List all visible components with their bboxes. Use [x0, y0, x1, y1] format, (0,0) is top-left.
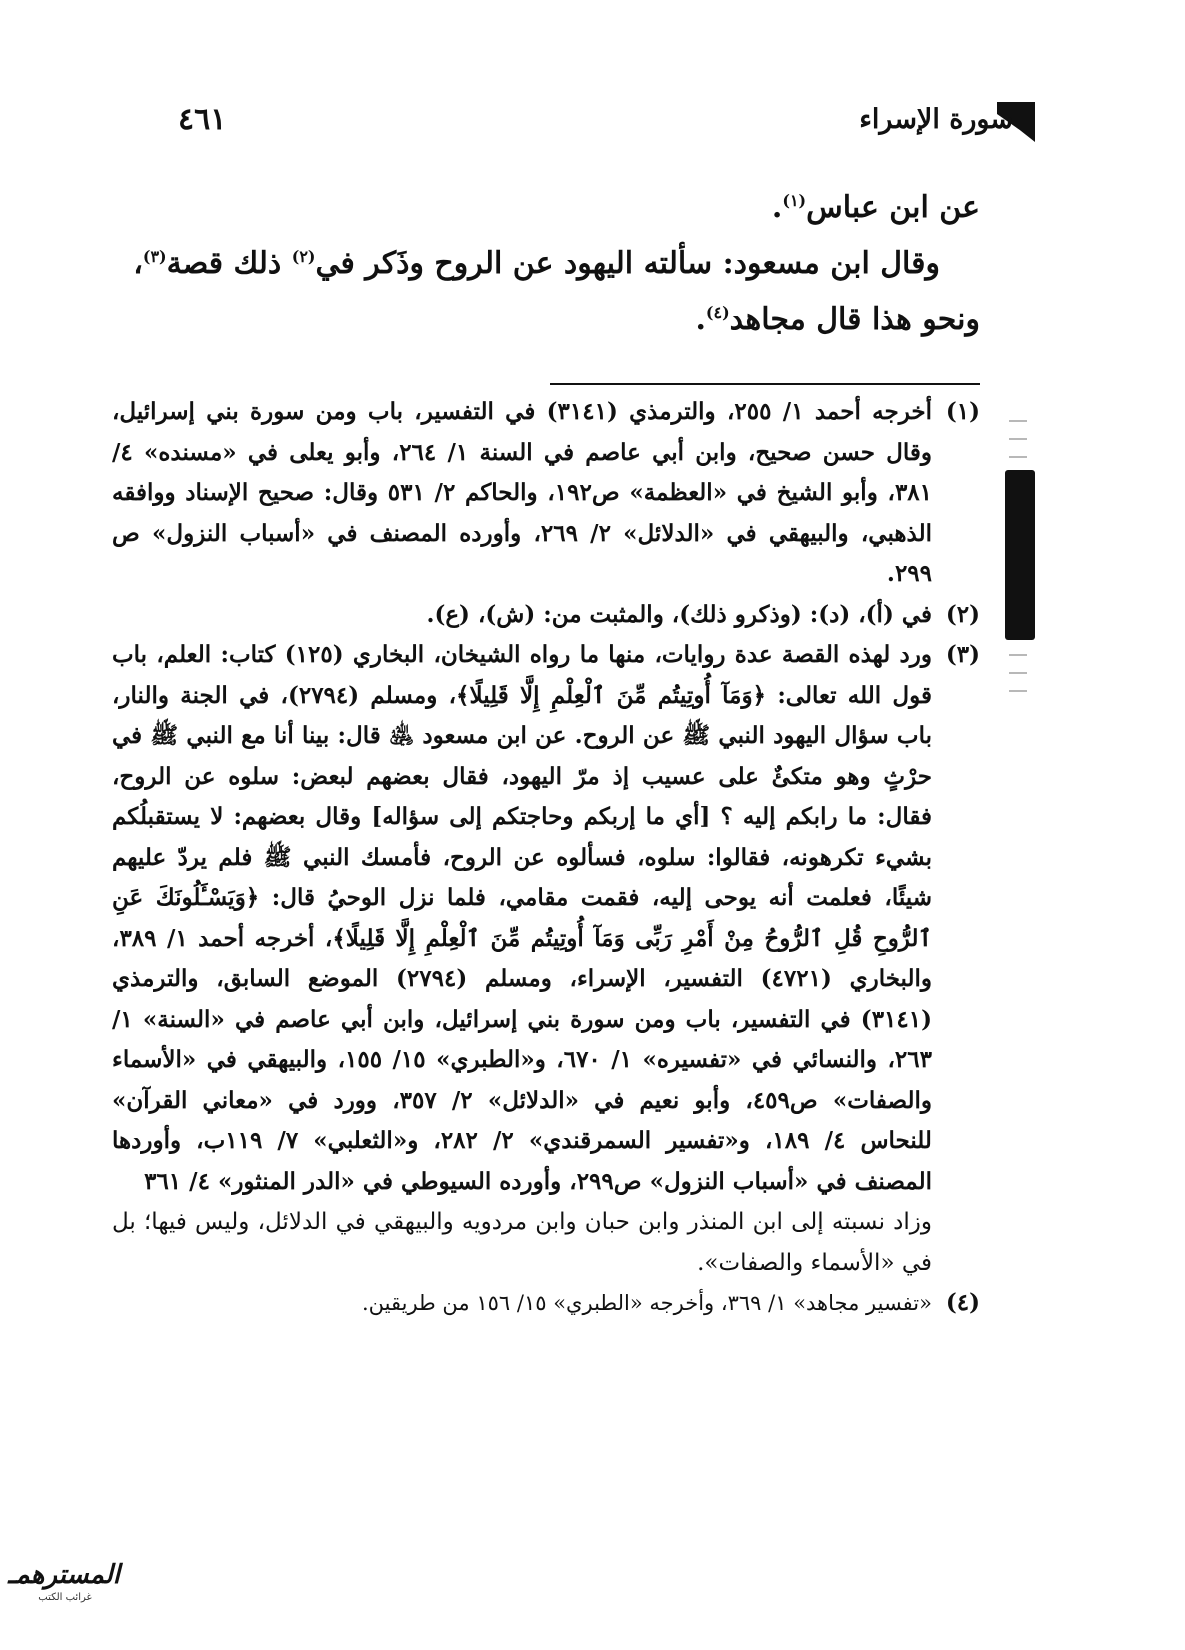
footnote-text-continuation: وزاد نسبته إلى ابن المنذر وابن حبان وابن مردويه والبيهقي في الدلائل، وليس فيها؛ بل في «الأسماء والصفات».: [112, 1209, 932, 1276]
margin-scan-bar: [1005, 470, 1035, 640]
footnotes: [112, 392, 980, 1324]
footnote-number: (٣): [945, 641, 980, 668]
footnote-text: ورد لهذه القصة عدة روايات، منها ما رواه الشيخان، البخاري (١٢٥) كتاب: العلم، باب قول الله تعالى: ﴿وَمَآ أُوتِيتُم مِّنَ ٱلْعِلْمِ إِلَّا قَلِيلًا﴾، ومسلم (٢٧٩٤)، في الجنة والنار، باب سؤال اليهود النبي ﷺ عن الروح. عن ابن مسعود ﵁ قال: بينا أنا مع النبي ﷺ في حرْثٍ وهو متكئٌ على عسيب إذ مرّ اليهود، فقال بعضهم لبعض: سلوه عن الروح، فقال: ما رابكم إليه ؟ [أي ما إربكم وحاجتكم إلى سؤاله] وقال بعضهم: لا يستقبلُكم بشيء تكرهونه، فقالوا: سلوه، فسألوه عن الروح، فأمسك النبي ﷺ فلم يردّ عليهم شيئًا، فعلمت أنه يوحى إليه، فقمت مقامي، فلما نزل الوحيُ قال: ﴿وَيَسْـَٔلُونَكَ عَنِ ٱلرُّوحِ قُلِ ٱلرُّوحُ مِنْ أَمْرِ رَبِّى وَمَآ أُوتِيتُم مِّنَ ٱلْعِلْمِ إِلَّا قَلِيلًا﴾، أخرجه أحمد ١/ ٣٨٩، والبخاري (٤٧٢١) التفسير، الإسراء، ومسلم (٢٧٩٤) الموضع السابق، والترمذي (٣١٤١) في التفسير، باب ومن سورة بني إسرائيل، وابن أبي عاصم في «السنة» ١/ ٢٦٣، والنسائي في «تفسيره» ١/ ٦٧٠، و«الطبري» ١٥/ ١٥٥، والبيهقي في «الأسماء والصفات» ص٤٥٩، وأبو نعيم في «الدلائل» ٢/ ٣٥٧، وورد في «معاني القرآن» للنحاس ٤/ ١٨٩، و«تفسير السمرقندي» ٢/ ٢٨٢، و«الثعلبي» ٧/ ١١٩ب، وأوردها المصنف في «أسباب النزول» ص٢٩٩، وأورده السيوطي في «الدر المنثور» ٤/ ٣٦١ وزاد نسبته إلى ابن المنذر وابن حبان وابن مردويه والبيهقي في الدلائل، وليس فيها؛ بل في «الأسماء والصفات».: [112, 641, 932, 1276]
main-line-1: عن ابن عباس$^{(١)}$.: [771, 190, 980, 225]
main-line-3: ونحو هذا قال مجاهد$^{(٤)}$.: [695, 302, 980, 337]
footnote-number: (١): [945, 398, 980, 425]
page-number: ٤٦١: [178, 102, 227, 137]
footnote-3: [112, 635, 980, 1283]
library-stamp-logo: [10, 1558, 120, 1618]
page-header: [160, 102, 1035, 146]
footnote-2: [112, 595, 980, 636]
footnote-number: (٢): [945, 600, 980, 628]
footnote-divider: [550, 383, 980, 385]
footnote-text: أخرجه أحمد ١/ ٢٥٥، والترمذي (٣١٤١) في التفسير، باب ومن سورة بني إسرائيل، وقال حسن صحيح، وابن أبي عاصم في السنة ١/ ٢٦٤، وأبو يعلى في «مسنده» ٤/ ٣٨١، وأبو الشيخ في «العظمة» ص١٩٢، والحاكم ٢/ ٥٣١ وقال: صحيح الإسناد ووافقه الذهبي، والبيهقي في «الدلائل» ٢/ ٢٦٩، وأورده المصنف في «أسباب النزول» ص ٢٩٩.: [112, 398, 933, 587]
main-text: [112, 180, 980, 348]
stamp-subtext: غرائب الكتب: [38, 1592, 92, 1603]
footnote-1: [112, 392, 980, 595]
footnote-number: (٤): [945, 1289, 980, 1316]
footnote-ref: (١): [782, 191, 807, 210]
stamp-text: المسترهمـ: [8, 1560, 120, 1590]
footnote-ref: (٤): [705, 303, 730, 322]
surah-title: سورة الإسراء: [859, 104, 1013, 135]
footnote-4: [112, 1283, 980, 1324]
footnote-ref: (٢): [291, 247, 316, 266]
footnote-ref: (٣): [142, 247, 167, 266]
main-line-2: وقال ابن مسعود: سألته اليهود عن الروح وذَكر في$^{(٢)}$ ذلك قصة$^{(٣)}$،: [133, 246, 940, 281]
footnote-text: في (أ)، (د): (وذكرو ذلك)، والمثبت من: (ش)، (ع).: [426, 600, 932, 628]
footnote-text: «تفسير مجاهد» ١/ ٣٦٩، وأخرجه «الطبري» ١٥/ ١٥٦ من طريقين.: [361, 1291, 932, 1315]
